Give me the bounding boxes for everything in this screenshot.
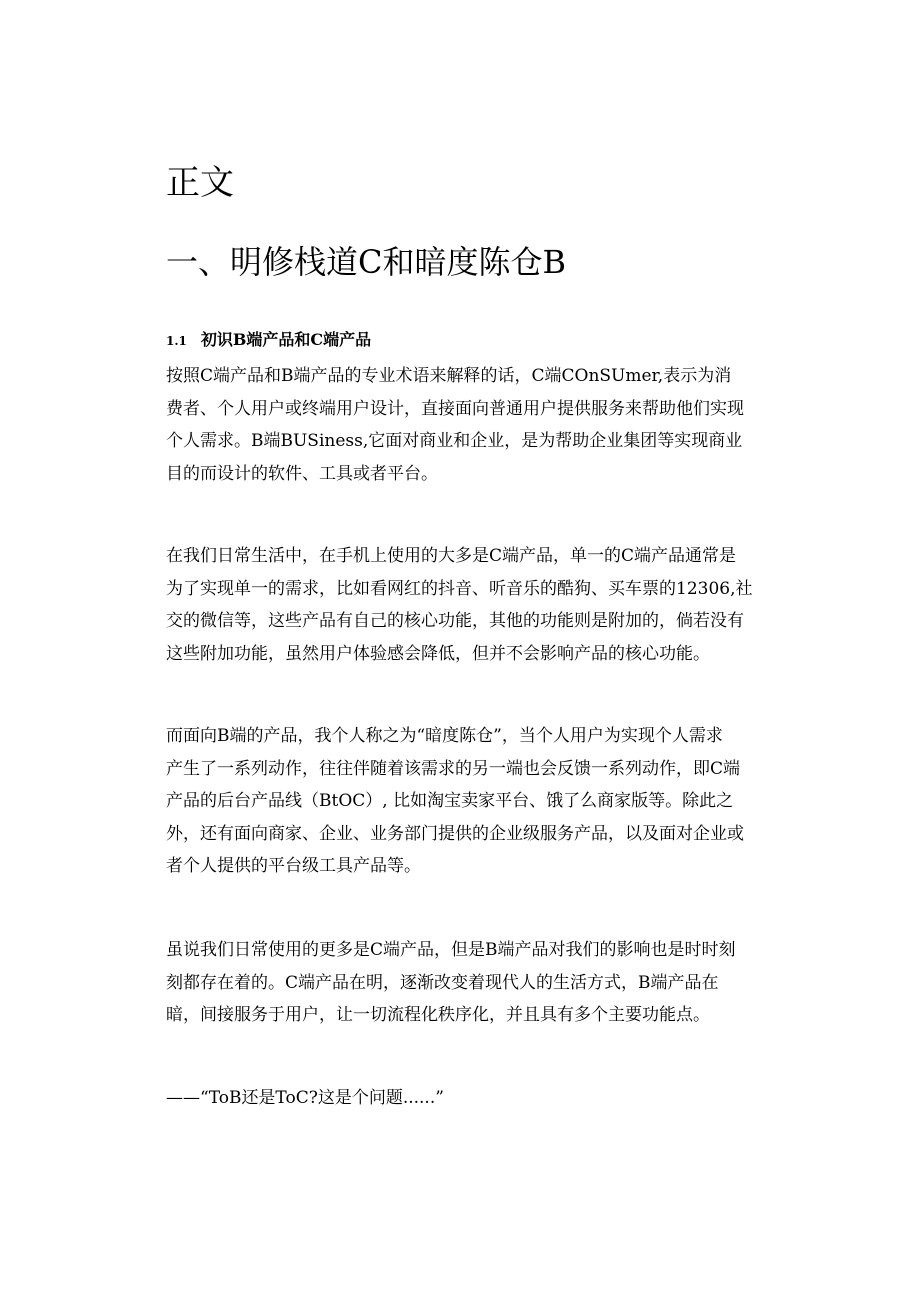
paragraph — [166, 360, 766, 490]
paragraph — [166, 934, 766, 1032]
paragraph-line: 在我们日常生活中，在手机上使用的大多是C端产品，单一的C端产品通常是 — [166, 546, 737, 566]
chapter-heading: 一、明修栈道C和暗度陈仓B — [166, 243, 567, 281]
closing-quote: ——“ToB还是ToC?这是个问题......” — [166, 1088, 444, 1108]
paragraph-line: 个人需求。B端BUSiness,它面对商业和企业，是为帮助企业集团等实现商业 — [166, 431, 743, 451]
paragraph-line: 产品的后台产品线（BtOC）, 比如淘宝卖家平台、饿了么商家版等。除此之 — [166, 791, 734, 811]
paragraph-line: 虽说我们日常使用的更多是C端产品，但是B端产品对我们的影响也是时时刻 — [166, 940, 736, 960]
paragraph-line: 这些附加功能，虽然用户体验感会降低，但并不会影响产品的核心功能。 — [166, 643, 710, 664]
paragraph-line: 交的微信等，这些产品有自己的核心功能，其他的功能则是附加的，倘若没有 — [166, 611, 744, 631]
paragraph-line: 外，还有面向商家、企业、业务部门提供的企业级服务产品，以及面对企业或 — [166, 823, 744, 844]
paragraph-line: 为了实现单一的需求，比如看网红的抖音、听音乐的酷狗、买车票的12306,社 — [166, 578, 753, 599]
section-number: 1.1 — [166, 334, 187, 348]
paragraph-line: 而面向B端的产品，我个人称之为“暗度陈仓”，当个人用户为实现个人需求 — [166, 726, 723, 746]
paragraph-line: 按照C端产品和B端产品的专业术语来解释的话，C端COnSUmer,表示为消 — [166, 366, 732, 386]
paragraph-line: 目的而设计的软件、工具或者平台。 — [166, 463, 438, 484]
paragraph-line: 费者、个人用户或终端用户设计，直接面向普通用户提供服务来帮助他们实现 — [166, 398, 744, 419]
paragraph-line: 产生了一系列动作，往往伴随着该需求的另一端也会反馈一系列动作，即C端 — [166, 758, 741, 779]
section-title: 初识B端产品和C端产品 — [200, 330, 372, 349]
paragraph — [166, 720, 766, 883]
main-heading: 正文 — [166, 163, 234, 203]
paragraph — [166, 540, 766, 670]
paragraph-line: 暗，间接服务于用户，让一切流程化秩序化，并且具有多个主要功能点。 — [166, 1005, 710, 1025]
paragraph-line: 刻都存在着的。C端产品在明，逐渐改变着现代人的生活方式，B端产品在 — [166, 972, 719, 993]
paragraph-line: 者个人提供的平台级工具产品等。 — [166, 856, 421, 876]
section-heading — [166, 328, 371, 353]
